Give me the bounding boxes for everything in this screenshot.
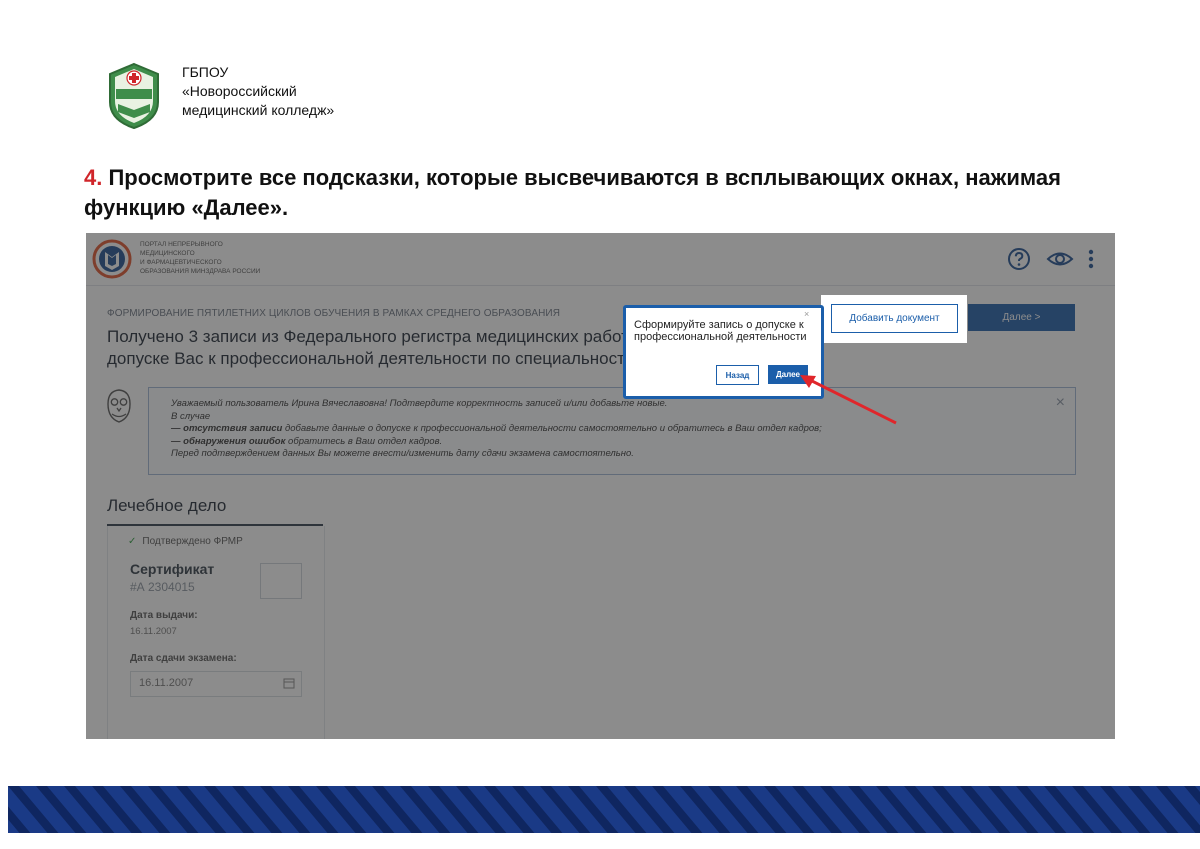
college-emblem-icon xyxy=(106,62,162,130)
tooltip-text: Сформируйте запись о допуске к профессиональной деятельности xyxy=(634,319,807,343)
instruction-heading xyxy=(84,163,1134,223)
college-name-line2: «Новороссийский xyxy=(182,83,297,99)
tooltip-back-button[interactable]: Назад xyxy=(716,365,759,385)
add-document-button[interactable]: Добавить документ xyxy=(831,304,958,333)
college-name xyxy=(182,63,334,120)
college-name-line1: ГБПОУ xyxy=(182,64,229,80)
tooltip-next-button[interactable]: Далее xyxy=(768,365,808,384)
portal-screenshot xyxy=(86,233,1115,739)
instruction-text: Просмотрите все подсказки, которые высвечиваются в всплывающих окнах, нажимая функцию «Далее». xyxy=(84,165,1061,220)
instruction-number: 4. xyxy=(84,165,103,190)
highlighted-area xyxy=(821,295,967,343)
college-name-line3: медицинский колледж» xyxy=(182,102,335,118)
tooltip-close-icon[interactable]: × xyxy=(804,309,810,319)
pointer-arrow-icon xyxy=(786,373,901,428)
decorative-stripe-band xyxy=(8,786,1200,833)
